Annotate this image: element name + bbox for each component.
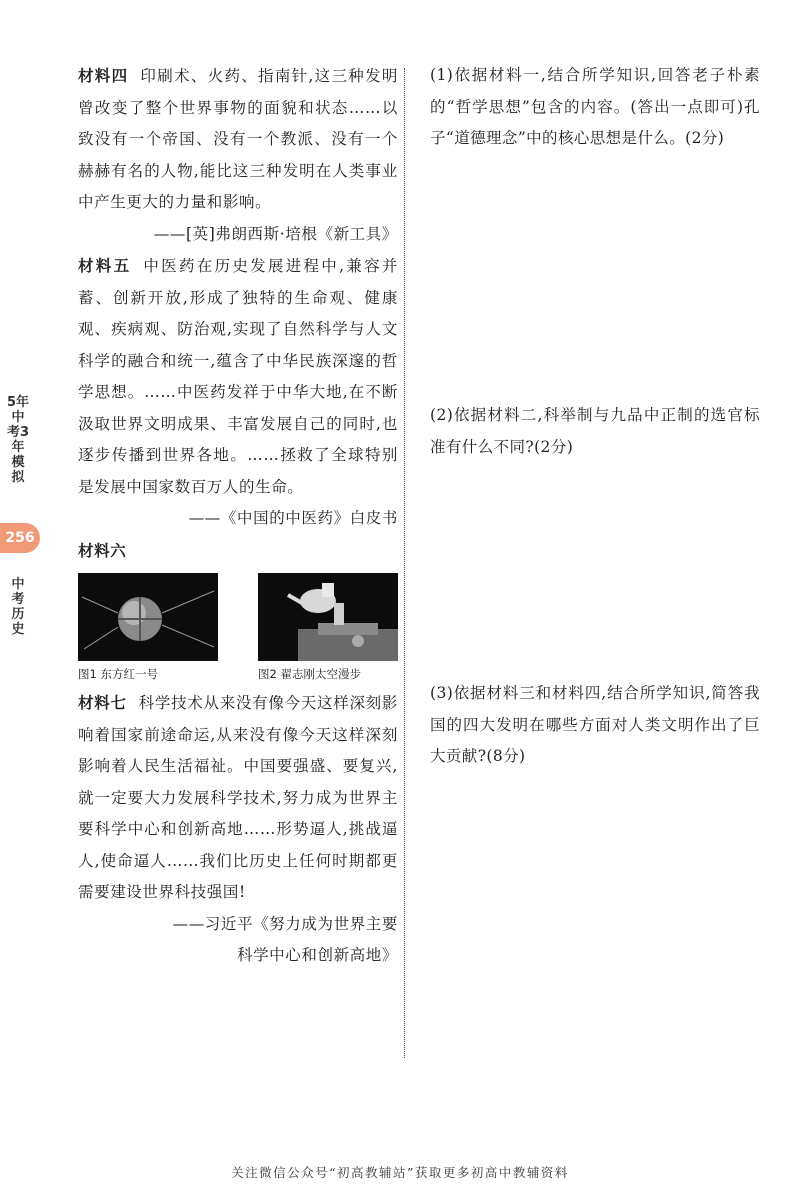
- series-title: 5年中考3年模拟: [6, 395, 30, 485]
- material-5-label: 材料五: [78, 256, 132, 275]
- material-7-label: 材料七: [78, 693, 127, 712]
- figure-1-caption: 图1 东方红一号: [78, 667, 158, 681]
- material-7: [78, 687, 398, 909]
- material-4-source: ——[英]弗朗西斯·培根《新工具》: [153, 224, 398, 243]
- material-5-source: ——《中国的中医药》白皮书: [188, 509, 398, 527]
- material-4: [78, 60, 398, 219]
- page-number-badge: 256: [0, 523, 40, 553]
- figure-2: [258, 573, 398, 687]
- material-7-source-line-1: ——习近平《努力成为世界主要: [172, 914, 398, 933]
- figure-1: [78, 573, 218, 687]
- material-4-text: 印刷术、火药、指南针,这三种发明曾改变了整个世界事物的面貌和状态……以致没有一个帝国、没有一个教派、没有一个赫赫有名的人物,能比这三种发明在人类事业中产生更大的力量和影响。: [78, 67, 398, 211]
- material-7-text: 科学技术从来没有像今天这样深刻影响着国家前途命运,从来没有像今天这样深刻影响着人民生活福祉。中国要强盛、要复兴,就一定要大力发展科学技术,努力成为世界主要科学中心和创新高地……形势逼人,挑战逼人,使命逼人……我们比历史上任何时期都更需要建设世界科技强国!: [78, 694, 398, 901]
- material-6: [78, 535, 398, 568]
- footer-note: 关注微信公众号“初高教辅站”获取更多初高中教辅资料: [231, 1165, 569, 1180]
- material-5: [78, 250, 398, 503]
- materials-column: [78, 60, 398, 972]
- figure-2-caption: 图2 翟志刚太空漫步: [258, 667, 361, 681]
- sidebar-tab: [0, 395, 36, 655]
- material-7-source-line-2: 科学中心和创新高地》: [236, 946, 398, 964]
- question-1: (1)依据材料一,结合所学知识,回答老子朴素的“哲学思想”包含的内容。(答出一点即可)孔子“道德理念”中的核心思想是什么。(2分): [430, 66, 760, 147]
- material-4-label: 材料四: [78, 66, 129, 85]
- material-6-label: 材料六: [78, 540, 127, 560]
- spacewalk-image: [258, 573, 398, 661]
- question-3: (3)依据材料三和材料四,结合所学知识,简答我国的四大发明在哪些方面对人类文明作出了巨大贡献?(8分): [430, 684, 760, 765]
- material-6-figures: [78, 573, 398, 687]
- subject-title: 中考历史: [11, 577, 25, 637]
- satellite-image: [78, 573, 218, 661]
- column-divider: [404, 68, 405, 1058]
- question-2: (2)依据材料二,科举制与九品中正制的选官标准有什么不同?(2分): [430, 406, 760, 456]
- material-5-text: 中医药在历史发展进程中,兼容并蓄、创新开放,形成了独特的生命观、健康观、疾病观、防治观,实现了自然科学与人文科学的融合和统一,蕴含了中华民族深邃的哲学思想。……中医药发祥于中华大地,在不断汲取世界文明成果、丰富发展自己的同时,也逐步传播到世界各地。……拯救了全球特别是发展中国家数百万人的生命。: [78, 257, 398, 496]
